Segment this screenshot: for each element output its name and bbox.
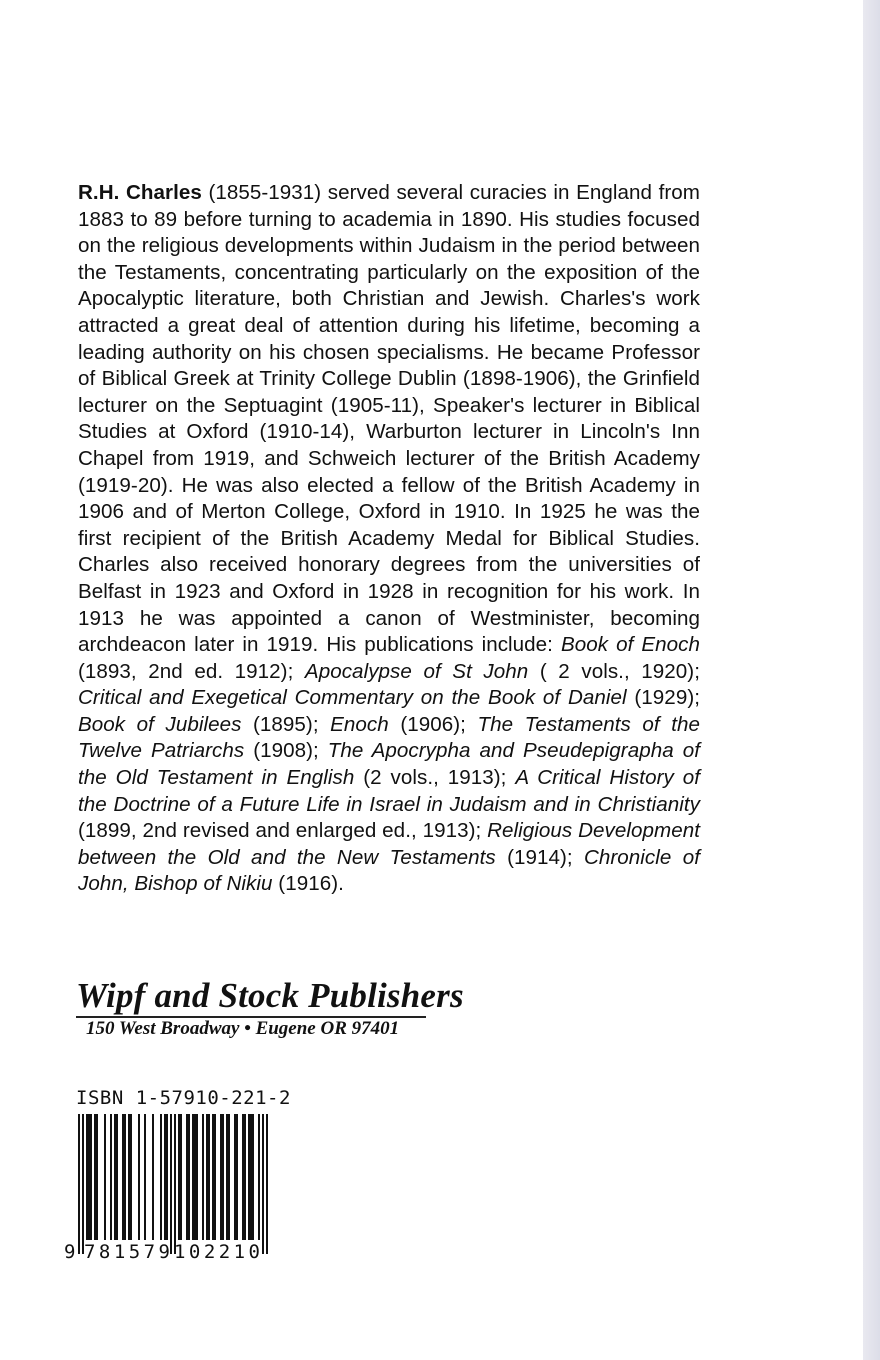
biography-segment: (1916). [272, 872, 344, 896]
biography-segment: (1899, 2nd revised and enlarged ed., 1913); [78, 819, 488, 843]
barcode-bar [94, 1114, 96, 1240]
barcode-bar [180, 1114, 182, 1240]
barcode-bar [214, 1114, 216, 1240]
barcode-bar [88, 1114, 90, 1240]
biography-segment: (2 vols., 1913); [354, 766, 516, 790]
barcode-guard-bar [78, 1114, 80, 1254]
publication-title: The Testaments of the Twelve Patriarchs [78, 712, 700, 763]
barcode-bar [114, 1114, 116, 1240]
barcode-bar [234, 1114, 236, 1240]
biography-segment: (1914); [495, 845, 584, 869]
barcode-bar [252, 1114, 254, 1240]
barcode-bar [250, 1114, 252, 1240]
barcode-bar [104, 1114, 106, 1240]
barcode-bar [244, 1114, 246, 1240]
barcode-bar [248, 1114, 250, 1240]
barcode-bar [212, 1114, 214, 1240]
barcode-bar [242, 1114, 244, 1240]
barcode-bar [258, 1114, 260, 1240]
biography-text [78, 181, 700, 895]
barcode-bar [226, 1114, 228, 1240]
publication-title: Book of Enoch [560, 633, 700, 657]
barcode-guard-bar [266, 1114, 268, 1254]
barcode-bar [236, 1114, 238, 1240]
barcode-bar [130, 1114, 132, 1240]
biography-segment: (1893, 2nd ed. 1912); [78, 659, 305, 683]
barcode-bar [116, 1114, 118, 1240]
publication-title: A Critical History of the Doctrine of a Future Life in Israel in Judaism and in Christianity [78, 766, 700, 816]
publisher-name: Wipf and Stock Publishers [76, 976, 464, 1015]
biography-segment: (1895); [241, 712, 331, 736]
barcode-bar [138, 1114, 140, 1240]
biography-segment: (1929); [626, 686, 700, 710]
publication-title: Chronicle of John, Bishop of Nikiu [78, 845, 700, 896]
barcode-guard-bar [262, 1114, 264, 1254]
barcode-bar [160, 1114, 162, 1240]
barcode-first-digit: 9 [64, 1241, 76, 1263]
spine-edge [863, 0, 880, 1360]
barcode-bar [206, 1114, 208, 1240]
barcode-bar [196, 1114, 198, 1240]
barcode-bar [124, 1114, 126, 1240]
publication-title: Enoch [330, 712, 389, 736]
barcode-bar [178, 1114, 180, 1240]
barcode-bar [86, 1114, 88, 1240]
publication-title: Book of Jubilees [78, 712, 242, 736]
barcode-bar [122, 1114, 124, 1240]
author-biography [78, 180, 700, 898]
barcode-bar [202, 1114, 204, 1240]
publication-title: Apocalypse of St John [304, 659, 529, 683]
barcode-bar [166, 1114, 168, 1240]
publication-title: The Apocrypha and Pseudepigrapha of the Old Testament in English [78, 739, 700, 790]
biography-segment: ( 2 vols., 1920); [528, 659, 700, 683]
barcode-bar [220, 1114, 222, 1240]
barcode-right-digits: 102210 [174, 1241, 260, 1263]
barcode-bar [192, 1114, 194, 1240]
barcode-bar [222, 1114, 224, 1240]
author-name: R.H. Charles [78, 181, 202, 204]
barcode-bar [194, 1114, 196, 1240]
isbn-label: ISBN 1-57910-221-2 [76, 1087, 291, 1109]
barcode-bar [228, 1114, 230, 1240]
biography-segment: (1855-1931) served several curacies in England from 1883 to 89 before turning to academia in 1890. His studies focused on the religious developments within Judaism in the period between the Testaments, concentrating particularly on the exposition of the Apocalyptic literature, both Christian and Jewish. Charles's work attracted a great deal of attention during his lifetime, becoming a leading authority on his chosen specialisms. He became Professor of Biblical Greek at Trinity College Dublin (1898-1906), the Grinfield lecturer on the Septuagint (1905-11), Speaker's lecturer in Biblical Studies at Oxford (1910-14), Warburton lecturer in Lincoln's Inn Chapel from 1919, and Schweich lecturer of the British Academy (1919-20). He was also elected a fellow of the British Academy in 1906 and of Merton College, Oxford in 1910. In 1925 he was the first recipient of the British Academy Medal for Biblical Studies. Charles also received honorary degrees from the universities of Belfast in 1923 and Oxford in 1928 in recognition for his work. In 1913 he was appointed a canon of Westminister, becoming archdeacon later in 1919. His publications include: [78, 181, 700, 657]
barcode-bar [164, 1114, 166, 1240]
barcode-guard-bar [174, 1114, 176, 1254]
publication-title: Religious Development between the Old and the New Testaments [78, 819, 700, 869]
barcode-bar [90, 1114, 92, 1240]
biography-segment: (1906); [388, 712, 478, 736]
barcode-guard-bar [170, 1114, 172, 1254]
publication-title: Critical and Exegetical Commentary on the Book of Daniel [78, 686, 627, 710]
barcode-bar [110, 1114, 112, 1240]
isbn-barcode [64, 1112, 274, 1264]
barcode-left-digits: 781579 [84, 1241, 170, 1263]
biography-segment: (1908); [244, 739, 328, 763]
barcode-bar [188, 1114, 190, 1240]
publisher-address: 150 West Broadway • Eugene OR 97401 [86, 1018, 400, 1039]
barcode-bar [152, 1114, 154, 1240]
barcode-bar [144, 1114, 146, 1240]
barcode-bar [96, 1114, 98, 1240]
barcode-bar [186, 1114, 188, 1240]
barcode-bar [128, 1114, 130, 1240]
barcode-guard-bar [82, 1114, 84, 1254]
barcode-bar [208, 1114, 210, 1240]
